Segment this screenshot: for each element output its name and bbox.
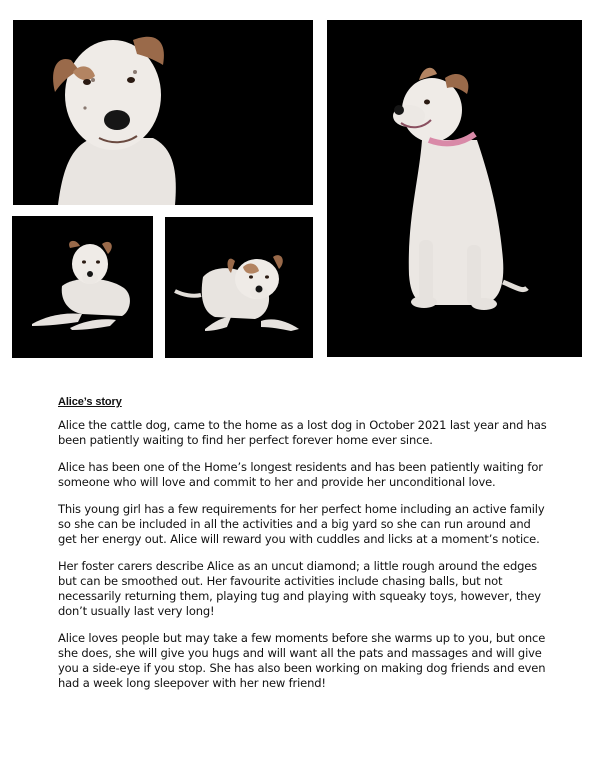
dog-crouching-photo [165, 217, 313, 358]
dog-lying-photo [12, 216, 153, 358]
story-section [58, 396, 548, 703]
dog-sitting-illustration [327, 20, 582, 357]
story-paragraph: Alice has been one of the Home’s longest residents and has been patiently waiting for someone who will love and commit to her and provide her unconditional love. [58, 460, 543, 489]
dog-portrait-illustration [13, 20, 313, 205]
story-paragraph: Alice the cattle dog, came to the home as a lost dog in October 2021 last year and has been patiently waiting to find her perfect forever home ever since. [58, 418, 547, 447]
dog-lying-illustration [12, 216, 153, 358]
story-title: Alice’s story [58, 396, 122, 408]
dog-portrait-photo [13, 20, 313, 205]
dog-crouching-illustration [165, 217, 313, 358]
story-paragraph: Alice loves people but may take a few moments before she warms up to you, but once she does, she will give you hugs and will want all the pats and massages and will give you a side-eye if you stop. She has also been working on making dog friends and even had a week long sleepover with her new friend! [58, 631, 546, 690]
story-paragraph: Her foster carers describe Alice as an uncut diamond; a little rough around the edges but can be smoothed out. Her favourite activities include chasing balls, but not necessarily returning them, playing tug and playing with squeaky toys, however, they don’t usually last very long! [58, 559, 541, 618]
dog-sitting-photo [327, 20, 582, 357]
story-paragraph: This young girl has a few requirements for her perfect home including an active family so she can be included in all the activities and a big yard so she can run around and get her energy out. Alice will reward you with cuddles and licks at a moment’s notice. [58, 502, 545, 546]
